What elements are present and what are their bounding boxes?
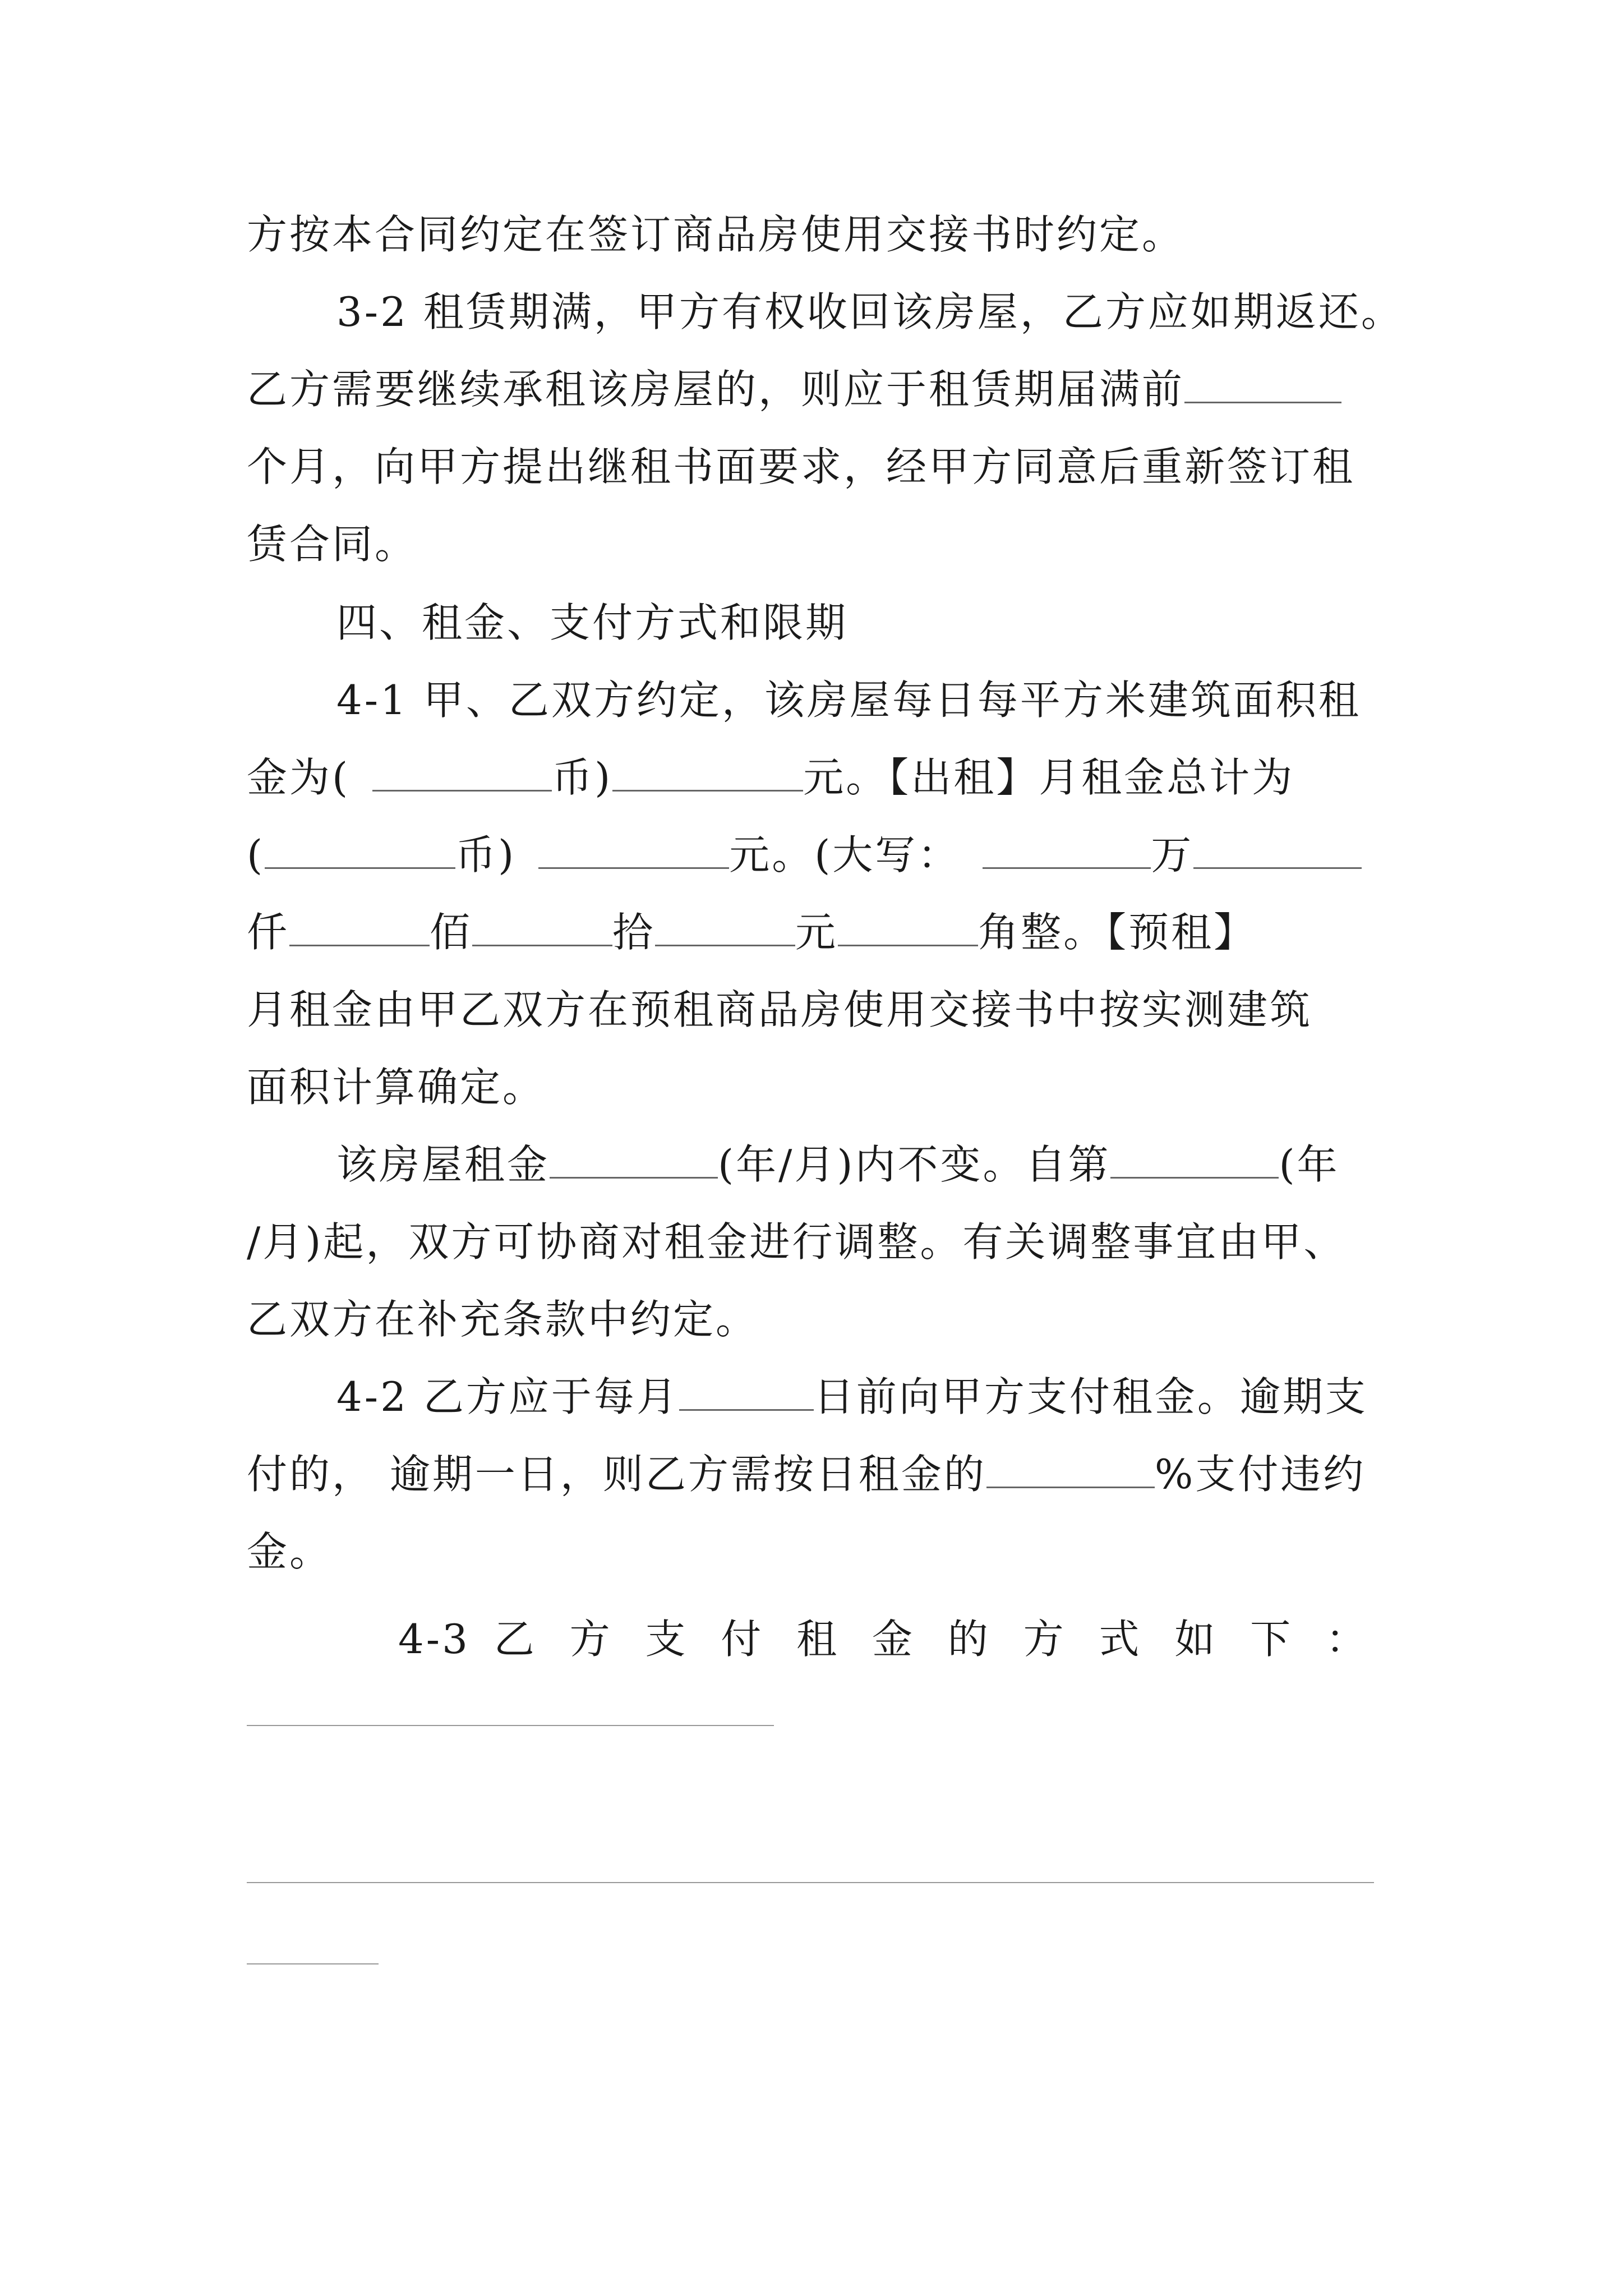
text-segment: (年/月)内不变。自第 xyxy=(718,1141,1111,1188)
fill-blank[interactable] xyxy=(838,908,978,946)
text-segment: 3-2 租赁期满，甲方有权收回该房屋，乙方应如期返还。 xyxy=(336,288,1404,335)
text-segment: 日前向甲方支付租金。逾期支 xyxy=(813,1373,1368,1420)
text-segment: 乙方需要继续承租该房屋的，则应于租赁期届满前 xyxy=(247,366,1185,413)
text-segment: 月租金由甲乙双方在预租商品房使用交接书中按实测建筑 xyxy=(247,986,1313,1033)
text-line-17 xyxy=(247,1447,1366,1501)
text-segment: 角整。【预租】 xyxy=(978,909,1257,956)
text-line-14 xyxy=(247,1215,1346,1269)
text-segment: 4-1 甲、乙双方约定，该房屋每日每平方米建筑面积租 xyxy=(336,677,1361,724)
text-segment: 金为( xyxy=(247,754,351,801)
text-line-18 xyxy=(247,1525,332,1579)
text-segment: 佰 xyxy=(430,909,473,956)
fill-blank[interactable] xyxy=(1110,1140,1279,1179)
fill-blank[interactable] xyxy=(538,831,729,869)
text-line-5 xyxy=(247,517,417,571)
fill-blank[interactable] xyxy=(372,753,552,792)
text-line-3 xyxy=(247,362,1341,416)
text-segment: 拾 xyxy=(612,909,656,956)
text-line-1 xyxy=(247,208,1184,261)
text-line-9 xyxy=(247,828,1362,882)
fill-blank[interactable] xyxy=(983,831,1151,869)
text-segment: 该房屋租金 xyxy=(336,1141,550,1188)
text-line-19 xyxy=(398,1612,1368,1666)
fill-blank[interactable] xyxy=(1193,831,1362,869)
text-line-13 xyxy=(336,1138,1340,1191)
text-line-11 xyxy=(247,983,1312,1037)
text-line-16 xyxy=(336,1370,1368,1424)
fill-blank[interactable] xyxy=(655,908,795,946)
text-line-4 xyxy=(247,440,1355,494)
text-line-8 xyxy=(247,751,1294,804)
text-segment: ( xyxy=(247,831,265,878)
text-segment: 币) xyxy=(455,831,517,878)
text-line-15 xyxy=(247,1292,758,1346)
text-line-12 xyxy=(247,1060,545,1114)
fill-blank[interactable] xyxy=(1184,365,1341,403)
text-line-7 xyxy=(336,673,1361,727)
text-segment: 仟 xyxy=(247,909,290,956)
text-line-2 xyxy=(336,285,1404,339)
fill-blank[interactable] xyxy=(612,753,803,792)
text-segment: 面积计算确定。 xyxy=(247,1064,546,1111)
text-segment: 付的， 逾期一日，则乙方需按日租金的 xyxy=(247,1451,986,1498)
text-segment: 四、租金、支付方式和限期 xyxy=(336,599,849,646)
text-segment: 方按本合同约定在签订商品房使用交接书时约定。 xyxy=(247,211,1185,258)
text-segment: /月)起，双方可协商对租金进行调整。有关调整事宜由甲、 xyxy=(247,1218,1347,1266)
text-segment: 元 xyxy=(795,909,838,956)
text-segment: 币) xyxy=(552,754,613,801)
text-segment: 4-3 乙 方 支 付 租 金 的 方 式 如 下 ： xyxy=(398,1616,1368,1663)
text-segment: %支付违约 xyxy=(1154,1451,1366,1498)
section-heading xyxy=(336,596,848,650)
text-segment: 乙双方在补充条款中约定。 xyxy=(247,1296,759,1343)
text-segment: 金。 xyxy=(247,1528,333,1575)
text-segment: 4-2 乙方应于每月 xyxy=(336,1373,679,1420)
fill-blank[interactable] xyxy=(265,831,455,869)
fill-blank[interactable] xyxy=(679,1373,814,1411)
fill-line-3[interactable] xyxy=(247,1963,379,1964)
fill-blank[interactable] xyxy=(550,1140,718,1179)
text-segment: 万 xyxy=(1151,831,1194,878)
fill-blank[interactable] xyxy=(472,908,612,946)
fill-blank[interactable] xyxy=(289,908,430,946)
text-line-10 xyxy=(247,905,1256,959)
text-segment: 个月，向甲方提出继租书面要求，经甲方同意后重新签订租 xyxy=(247,443,1355,490)
text-segment: 元。【出租】月租金总计为 xyxy=(803,754,1295,801)
text-segment: (年 xyxy=(1279,1141,1340,1188)
text-segment: 赁合同。 xyxy=(247,521,418,568)
fill-line-2[interactable] xyxy=(247,1882,1374,1883)
text-segment: 元。(大写： xyxy=(729,831,961,878)
fill-blank[interactable] xyxy=(986,1450,1155,1488)
fill-line-1[interactable] xyxy=(247,1725,774,1726)
